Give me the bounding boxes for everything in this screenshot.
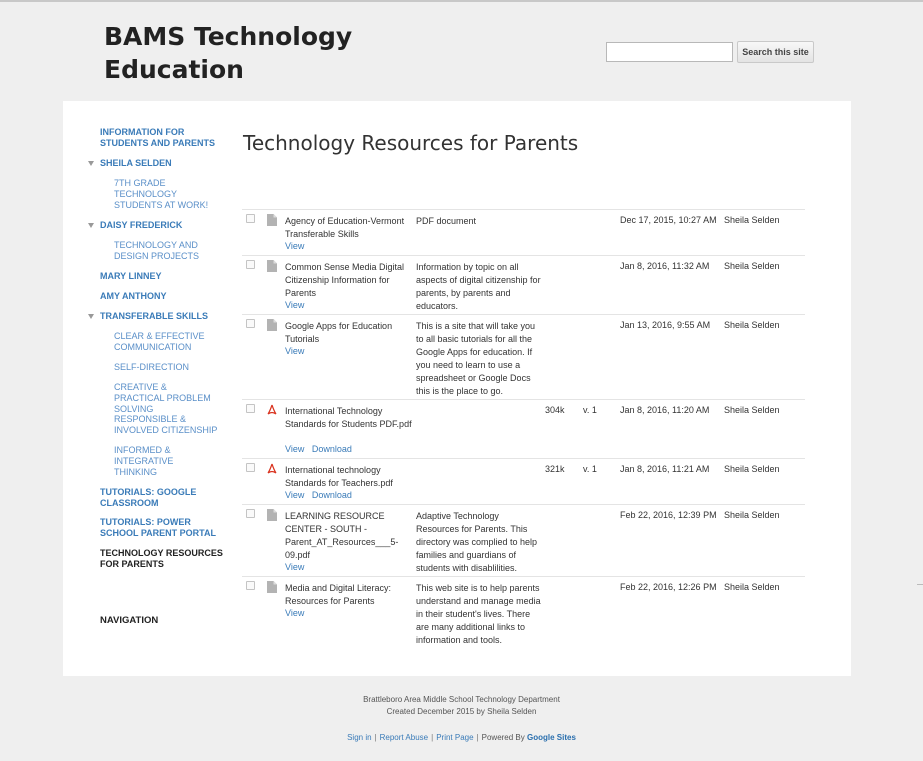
file-version[interactable]: v. 1 [583, 405, 597, 415]
powered-by-text: Powered By [481, 733, 525, 742]
file-actions [285, 346, 309, 356]
table-row [242, 504, 805, 576]
file-user[interactable]: Sheila Selden [724, 464, 780, 474]
file-date: Jan 8, 2016, 11:32 AM [620, 261, 710, 271]
footer-links [0, 733, 923, 742]
table-row [242, 314, 805, 399]
sidebar-item-label[interactable]: TRANSFERABLE SKILLS [100, 311, 208, 321]
row-checkbox[interactable] [246, 260, 255, 269]
table-row [242, 209, 805, 255]
file-size: 304k [545, 405, 565, 415]
site-title-line-1[interactable]: BAMS Technology [104, 22, 353, 51]
document-icon [267, 319, 277, 331]
row-checkbox[interactable] [246, 319, 255, 328]
file-name: International Technology Standards for Students PDF.pdf [285, 406, 412, 429]
view-link[interactable]: View [285, 346, 305, 356]
sidebar-item-tutorials-power-school[interactable]: TUTORIALS: POWER SCHOOL PARENT PORTAL [100, 517, 217, 538]
table-row [242, 576, 805, 661]
sidebar-item-mary-linney[interactable]: MARY LINNEY [100, 271, 162, 281]
file-name: Agency of Education-Vermont Transferable Skills [285, 216, 405, 239]
file-description: This web site is to help parents understand and manage media in their student's lives. There are many additional links to information and tools. [416, 583, 541, 645]
navigation-heading: NAVIGATION [100, 615, 159, 626]
file-version[interactable]: v. 1 [583, 464, 597, 474]
file-actions [285, 241, 309, 251]
separator: | [431, 733, 434, 742]
file-user[interactable]: Sheila Selden [724, 582, 780, 592]
print-page-link[interactable]: Print Page [436, 733, 474, 742]
file-date: Feb 22, 2016, 12:39 PM [620, 510, 717, 520]
file-description: PDF document [416, 216, 477, 226]
pdf-icon [267, 404, 277, 416]
file-name: Google Apps for Education Tutorials [285, 321, 393, 344]
row-checkbox[interactable] [246, 463, 255, 472]
sidebar-item-clear-effective-communication[interactable]: CLEAR & EFFECTIVE COMMUNICATION [114, 331, 205, 352]
file-actions [285, 444, 357, 454]
top-border [0, 0, 923, 2]
file-user[interactable]: Sheila Selden [724, 261, 780, 271]
sidebar-item-7th-grade-technology[interactable]: 7TH GRADE TECHNOLOGY STUDENTS AT WORK! [114, 178, 209, 210]
file-actions [285, 562, 309, 572]
sidebar-item-daisy-frederick[interactable] [100, 220, 230, 231]
row-checkbox[interactable] [246, 581, 255, 590]
file-user[interactable]: Sheila Selden [724, 215, 780, 225]
page-title: Technology Resources for Parents [243, 131, 579, 155]
separator: | [374, 733, 377, 742]
pdf-icon [267, 463, 277, 475]
expand-triangle-icon[interactable] [88, 314, 94, 319]
row-checkbox[interactable] [246, 509, 255, 518]
sidebar-item-transferable-skills[interactable] [100, 311, 230, 322]
file-actions [285, 490, 357, 500]
file-description: Adaptive Technology Resources for Parents. This directory was complied to help families and guardians of students with disablilities. [416, 511, 538, 573]
google-sites-link[interactable]: Google Sites [527, 733, 576, 742]
document-icon [267, 581, 277, 593]
sidebar-item-label[interactable]: DAISY FREDERICK [100, 220, 183, 230]
row-checkbox[interactable] [246, 214, 255, 223]
table-row [242, 399, 805, 458]
file-description: Information by topic on all aspects of digital citizenship for parents, by parents and educators. [416, 262, 541, 311]
search-input[interactable] [606, 42, 733, 62]
download-link[interactable]: Download [311, 490, 352, 500]
file-user[interactable]: Sheila Selden [724, 320, 780, 330]
view-link[interactable]: View [285, 300, 305, 310]
file-date: Jan 8, 2016, 11:20 AM [620, 405, 710, 415]
view-link[interactable]: View [285, 562, 305, 572]
view-link[interactable]: View [285, 608, 305, 618]
sidebar-item-informed-integrative-thinking[interactable]: INFORMED & INTEGRATIVE THINKING [114, 445, 174, 477]
site-title-line-2[interactable]: Education [104, 55, 244, 84]
sidebar-item-amy-anthony[interactable]: AMY ANTHONY [100, 291, 167, 301]
expand-triangle-icon[interactable] [88, 223, 94, 228]
file-actions [285, 300, 309, 310]
search-button[interactable]: Search this site [737, 41, 814, 63]
document-icon [267, 509, 277, 521]
view-link[interactable]: View [285, 444, 305, 454]
table-row [242, 255, 805, 314]
sidebar-item-technology-resources-for-parents: TECHNOLOGY RESOURCES FOR PARENTS [100, 548, 223, 569]
file-date: Dec 17, 2015, 10:27 AM [620, 215, 717, 225]
file-date: Jan 8, 2016, 11:21 AM [620, 464, 710, 474]
file-description: This is a site that will take you to all basic tutorials for all the Google Apps for education. If you need to learn to use a spreadsheet or Google Docs this is the place to go. [416, 321, 536, 396]
file-size: 321k [545, 464, 565, 474]
table-row [242, 458, 805, 504]
file-user[interactable]: Sheila Selden [724, 405, 780, 415]
footer-line-1: Brattleboro Area Middle School Technology Department [363, 695, 560, 704]
file-date: Jan 13, 2016, 9:55 AM [620, 320, 711, 330]
file-name: Common Sense Media Digital Citizenship Information for Parents [285, 262, 405, 298]
separator: | [476, 733, 479, 742]
view-link[interactable]: View [285, 490, 305, 500]
footer [0, 694, 923, 718]
sidebar-item-creative-practical-problem-solving[interactable]: CREATIVE & PRACTICAL PROBLEM SOLVING [114, 382, 211, 414]
file-name: International technology Standards for Teachers.pdf [285, 465, 393, 488]
sidebar-item-tutorials-google-classroom[interactable]: TUTORIALS: GOOGLE CLASSROOM [100, 487, 197, 508]
sidebar-item-information-for-students-and-parents[interactable]: INFORMATION FOR STUDENTS AND PARENTS [100, 127, 216, 148]
sidebar-item-label[interactable]: SHEILA SELDEN [100, 158, 172, 168]
file-user[interactable]: Sheila Selden [724, 510, 780, 520]
view-link[interactable]: View [285, 241, 305, 251]
report-abuse-link[interactable]: Report Abuse [379, 733, 429, 742]
file-actions [285, 608, 309, 618]
document-icon [267, 214, 277, 226]
site-title[interactable] [104, 20, 364, 86]
file-name: LEARNING RESOURCE CENTER - SOUTH - Parent_AT_Resources___5-09.pdf [285, 511, 399, 560]
sidebar-item-self-direction[interactable]: SELF-DIRECTION [114, 362, 190, 372]
sidebar-item-sheila-selden[interactable] [100, 158, 230, 169]
content-area [63, 101, 851, 676]
download-link[interactable]: Download [311, 444, 352, 454]
sign-in-link[interactable]: Sign in [347, 733, 372, 742]
sidebar-item-technology-and-design-projects[interactable]: TECHNOLOGY AND DESIGN PROJECTS [114, 240, 200, 261]
scroll-marker [917, 584, 923, 585]
expand-triangle-icon[interactable] [88, 161, 94, 166]
sidebar-item-responsible-involved-citizenship[interactable]: RESPONSIBLE & INVOLVED CITIZENSHIP [114, 414, 218, 435]
footer-line-2: Created December 2015 by Sheila Selden [386, 707, 537, 716]
file-date: Feb 22, 2016, 12:26 PM [620, 582, 717, 592]
document-icon [267, 260, 277, 272]
row-checkbox[interactable] [246, 404, 255, 413]
file-name: Media and Digital Literacy: Resources for Parents [285, 583, 392, 606]
